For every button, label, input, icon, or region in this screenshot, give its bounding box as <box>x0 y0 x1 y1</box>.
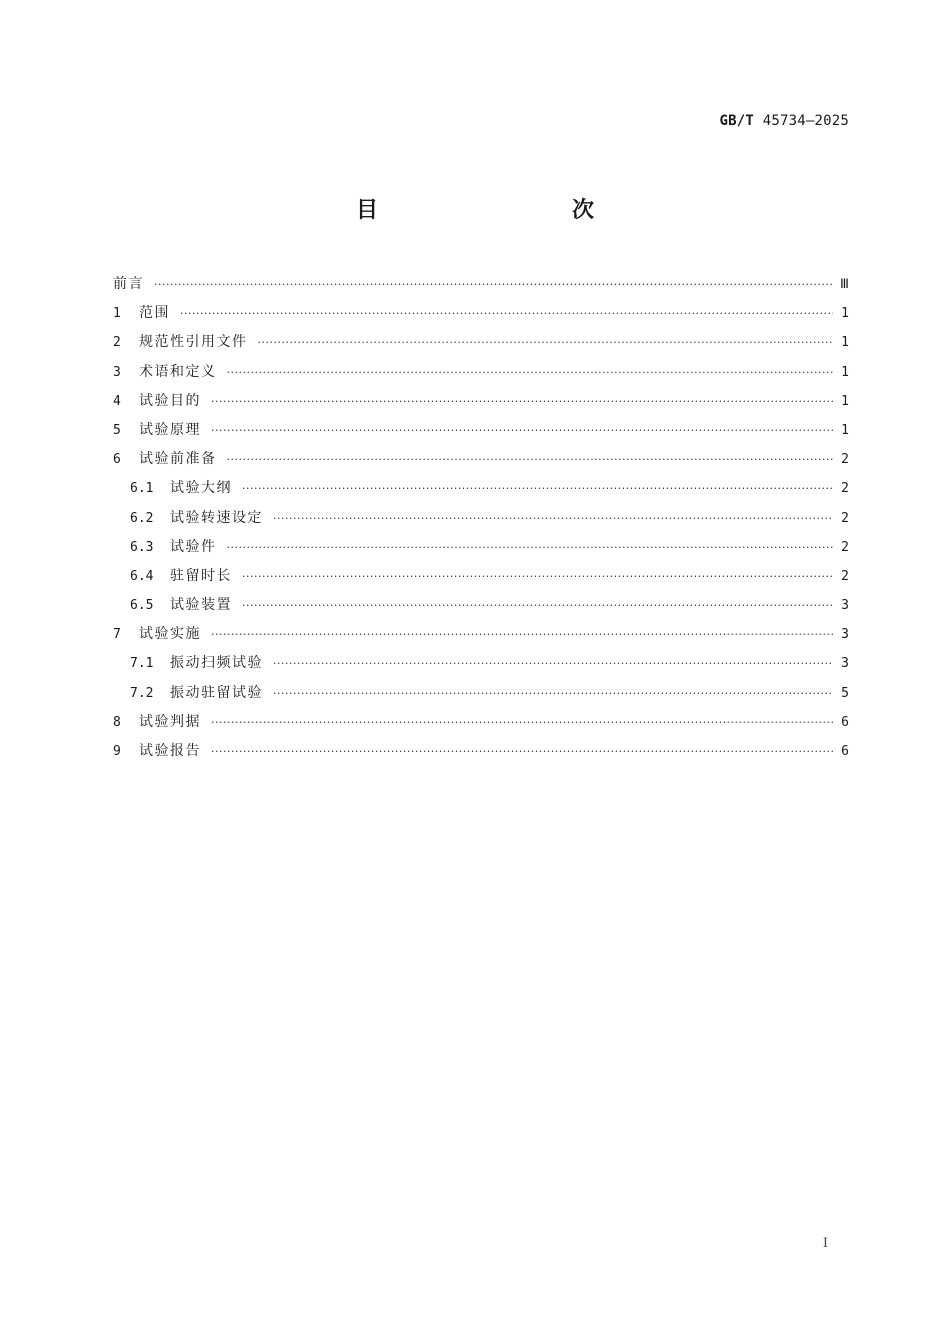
toc-entry-number: 6.2 <box>130 510 154 526</box>
toc-leader-dots <box>242 591 833 620</box>
toc-entry-page: 1 <box>841 422 849 438</box>
toc-entry-number: 6.5 <box>130 598 154 614</box>
toc-leader-dots <box>227 358 834 387</box>
toc-leader-dots <box>211 737 833 766</box>
toc-entry-page: 5 <box>841 685 849 701</box>
toc-leader-dots <box>227 445 834 474</box>
toc-entry-number: 2 <box>113 335 121 351</box>
toc-entry[interactable] <box>113 328 849 357</box>
toc-entry[interactable] <box>113 299 849 328</box>
toc-leader-dots <box>242 474 833 503</box>
toc-entry-page: Ⅲ <box>840 277 849 292</box>
standard-code <box>720 113 849 129</box>
toc-entry-label: 试验件 <box>170 538 217 555</box>
toc-leader-dots <box>154 270 833 299</box>
toc-entry[interactable] <box>113 474 849 503</box>
toc-entry-page: 2 <box>841 539 849 555</box>
toc-entry-label: 试验装置 <box>170 597 232 614</box>
toc-leader-dots <box>273 679 833 708</box>
toc-leader-dots <box>180 299 833 328</box>
toc-entry-number: 1 <box>113 306 121 322</box>
toc-entry-label: 试验报告 <box>139 743 201 759</box>
toc-entry-page: 3 <box>841 656 849 672</box>
toc-entry-number: 6.1 <box>130 481 154 497</box>
toc-leader-dots <box>242 562 833 591</box>
toc-entry[interactable] <box>113 270 849 299</box>
toc-leader-dots <box>273 504 833 533</box>
toc-entry-number: 7.2 <box>130 685 154 701</box>
toc-entry-label: 试验前准备 <box>139 451 217 468</box>
toc-entry-page: 1 <box>841 306 849 322</box>
toc-entry[interactable] <box>113 562 849 591</box>
toc-entry-label: 振动驻留试验 <box>170 684 263 701</box>
toc-entry-label: 试验实施 <box>139 626 201 643</box>
toc-entry-label: 试验判据 <box>139 713 201 730</box>
toc-entry-page: 6 <box>841 714 849 730</box>
standard-number: 45734—2025 <box>762 113 849 129</box>
toc-leader-dots <box>227 533 834 562</box>
toc-entry[interactable] <box>113 737 849 766</box>
toc-entry-label: 试验转速设定 <box>170 509 263 526</box>
toc-entry[interactable] <box>113 358 849 387</box>
toc-entry-label: 前言 <box>113 276 144 292</box>
toc-entry[interactable] <box>113 708 849 737</box>
toc-entry-label: 驻留时长 <box>170 567 232 584</box>
toc-entry-number: 8 <box>113 714 121 730</box>
toc-entry-number: 7.1 <box>130 656 154 672</box>
toc-entry[interactable] <box>113 591 849 620</box>
toc-entry-number: 4 <box>113 393 121 409</box>
toc-entry-number: 6.3 <box>130 539 154 555</box>
toc-entry[interactable] <box>113 416 849 445</box>
toc-leader-dots <box>211 387 833 416</box>
toc-entry-label: 规范性引用文件 <box>139 334 248 351</box>
toc-entry-label: 试验原理 <box>139 421 201 438</box>
toc-entry-page: 2 <box>841 481 849 497</box>
toc-entry[interactable] <box>113 679 849 708</box>
toc-entry-label: 试验目的 <box>139 392 201 409</box>
toc-entry[interactable] <box>113 445 849 474</box>
toc-entry-label: 术语和定义 <box>139 363 217 380</box>
toc-entry[interactable] <box>113 620 849 649</box>
toc-entry-label: 振动扫频试验 <box>170 655 263 672</box>
toc-entry-page: 2 <box>841 510 849 526</box>
toc-entry-label: 范围 <box>139 305 170 322</box>
toc-entry-label: 试验大纲 <box>170 480 232 497</box>
toc-entry-number: 6 <box>113 452 121 468</box>
toc-entry[interactable] <box>113 387 849 416</box>
toc-entry-number: 3 <box>113 364 121 380</box>
toc-entry-page: 1 <box>841 393 849 409</box>
toc-entry-page: 6 <box>841 744 849 759</box>
toc-entry-number: 6.4 <box>130 568 154 584</box>
toc-entry-number: 7 <box>113 627 121 643</box>
table-of-contents <box>113 270 849 766</box>
toc-entry-page: 3 <box>841 627 849 643</box>
toc-entry[interactable] <box>113 504 849 533</box>
toc-entry-page: 2 <box>841 568 849 584</box>
toc-entry-page: 2 <box>841 452 849 468</box>
toc-entry-page: 1 <box>841 364 849 380</box>
toc-leader-dots <box>211 620 833 649</box>
toc-entry[interactable] <box>113 533 849 562</box>
toc-entry-number: 5 <box>113 422 121 438</box>
toc-leader-dots <box>273 649 833 678</box>
toc-leader-dots <box>211 416 833 445</box>
page-number: I <box>822 1236 828 1251</box>
toc-entry[interactable] <box>113 649 849 678</box>
toc-entry-page: 3 <box>841 598 849 614</box>
toc-entry-number: 9 <box>113 744 121 759</box>
standard-prefix: GB/T <box>719 113 755 129</box>
toc-leader-dots <box>258 328 834 357</box>
toc-leader-dots <box>211 708 833 737</box>
toc-entry-page: 1 <box>841 335 849 351</box>
page-title: 目 次 <box>355 198 644 223</box>
